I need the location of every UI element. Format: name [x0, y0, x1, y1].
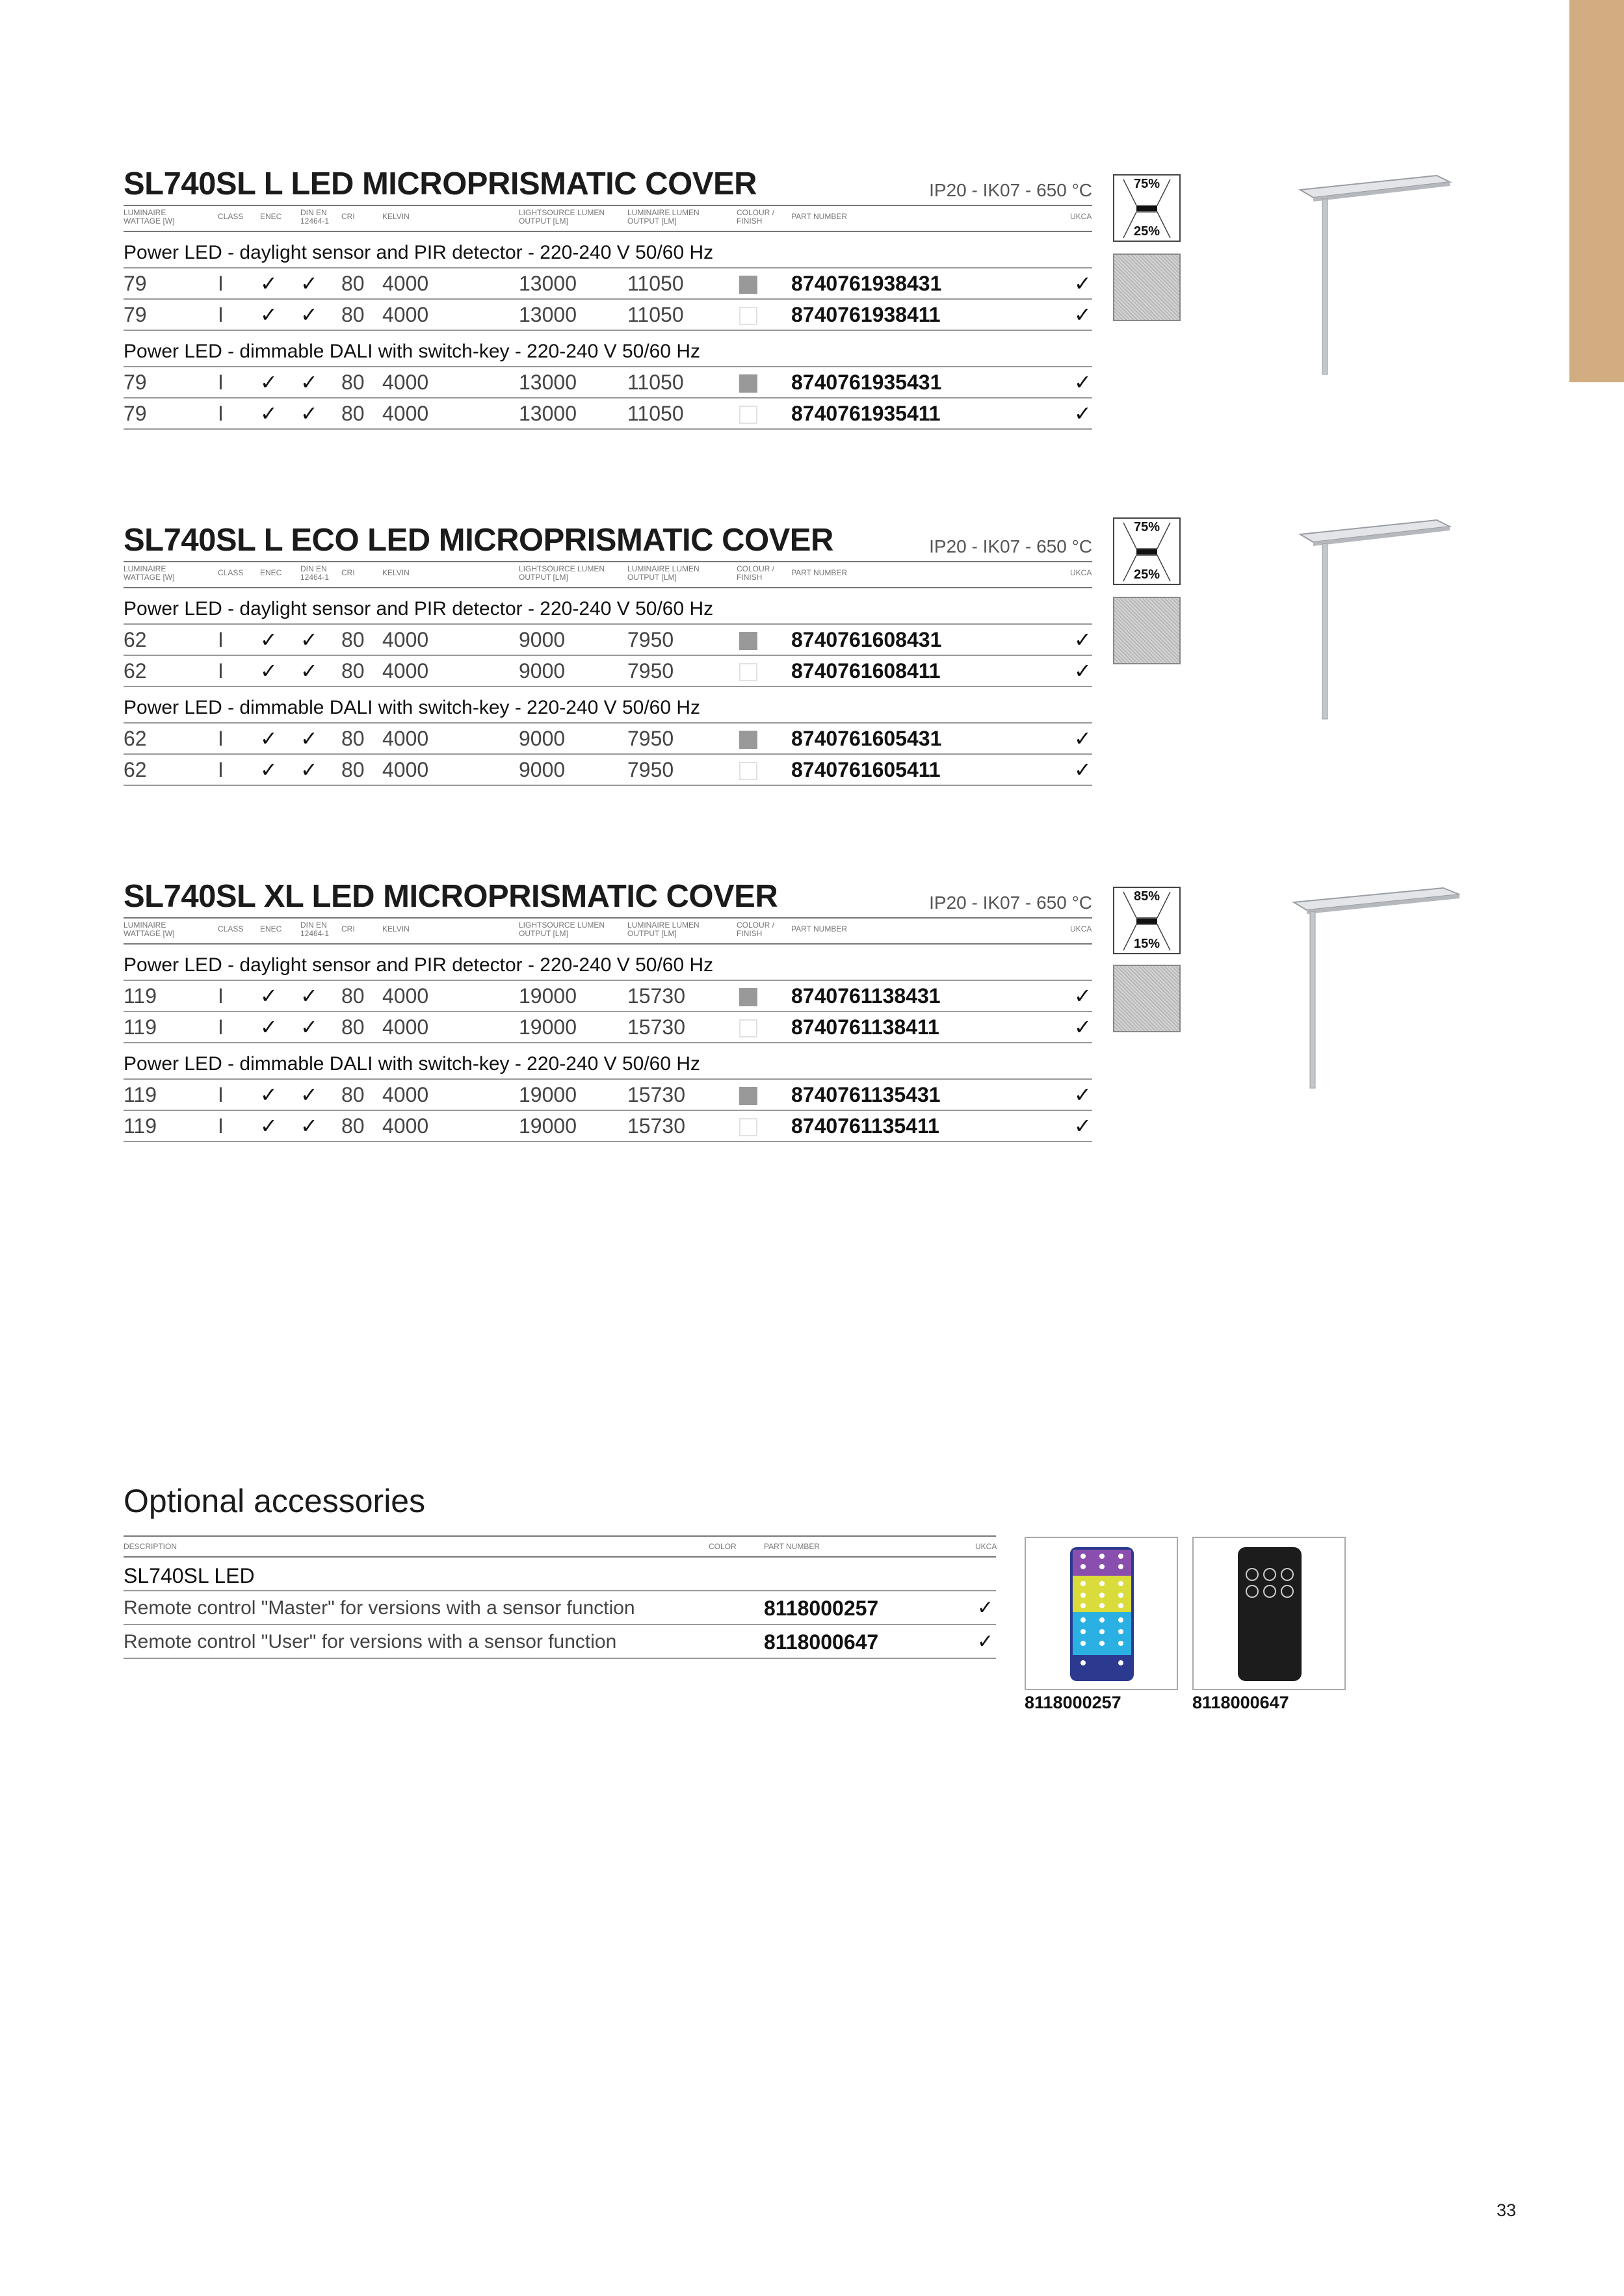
header-enec: ENEC — [260, 924, 282, 933]
cell-din: ✓ — [300, 758, 318, 781]
header-ls-lumen-unit: OUTPUT [LM] — [519, 573, 568, 582]
cell-wattage: 62 — [124, 659, 147, 683]
page-number: 33 — [1497, 2200, 1517, 2220]
cell-ls-lumen: 9000 — [519, 758, 566, 781]
cell-part-number: 8740761938411 — [791, 303, 941, 326]
cell-cri: 80 — [341, 628, 365, 651]
cell-ukca: ✓ — [1074, 984, 1092, 1008]
cell-din: ✓ — [300, 272, 318, 295]
product-section-1 — [124, 166, 1092, 430]
ip-rating: IP20 - IK07 - 650 °C — [929, 893, 1092, 913]
cell-cri: 80 — [341, 659, 365, 683]
header-ukca: UKCA — [1070, 568, 1092, 577]
uplight-percent: 85% — [1133, 889, 1160, 904]
cell-kelvin: 4000 — [382, 1015, 429, 1039]
cell-part-number: 8740761138431 — [791, 984, 941, 1008]
cell-wattage: 79 — [124, 402, 147, 425]
cell-lum-lumen: 11050 — [627, 303, 684, 326]
cell-kelvin: 4000 — [382, 272, 429, 295]
cell-kelvin: 4000 — [382, 1083, 429, 1106]
cell-ukca: ✓ — [1074, 1083, 1092, 1106]
group-label: Power LED - dimmable DALI with switch-key - 220-240 V 50/60 Hz — [124, 1050, 1092, 1080]
cell-enec: ✓ — [260, 984, 278, 1008]
header-ls-lumen-unit: OUTPUT [LM] — [519, 216, 568, 226]
accessory-row — [124, 1625, 996, 1659]
ip-rating: IP20 - IK07 - 650 °C — [929, 180, 1092, 200]
table-row — [124, 656, 1092, 687]
accessory-ukca: ✓ — [977, 1597, 994, 1619]
cell-din: ✓ — [300, 727, 318, 750]
cell-ls-lumen: 19000 — [519, 1083, 577, 1106]
header-ls-lumen: LIGHTSOURCE LUMEN — [519, 564, 605, 573]
cell-wattage: 119 — [124, 984, 157, 1008]
header-din-num: 12464-1 — [300, 573, 330, 582]
cell-din: ✓ — [300, 984, 318, 1008]
cell-kelvin: 4000 — [382, 727, 429, 750]
cell-part-number: 8740761135411 — [791, 1114, 939, 1138]
header-lum-lumen: LUMINAIRE LUMEN — [627, 920, 700, 930]
cell-lum-lumen: 11050 — [627, 272, 684, 295]
cell-ukca: ✓ — [1074, 659, 1092, 683]
header-enec: ENEC — [260, 212, 282, 221]
cell-cri: 80 — [341, 727, 365, 750]
finish-swatch-grey — [739, 632, 757, 650]
header-kelvin: KELVIN — [382, 212, 410, 221]
cell-lum-lumen: 7950 — [627, 628, 674, 651]
header-finish: COLOUR / — [737, 920, 775, 930]
cell-ls-lumen: 13000 — [519, 402, 577, 425]
finish-swatch-white — [739, 663, 757, 681]
cell-cri: 80 — [341, 1114, 365, 1138]
header-finish-2: FINISH — [737, 216, 763, 226]
finish-swatch-white — [739, 406, 757, 424]
cell-ls-lumen: 13000 — [519, 272, 577, 295]
cell-ls-lumen: 13000 — [519, 371, 577, 394]
remote-control-user-icon — [1194, 1538, 1344, 1689]
cell-din: ✓ — [300, 402, 318, 425]
cell-ls-lumen: 9000 — [519, 727, 566, 750]
table-row — [124, 1012, 1092, 1043]
header-description: DESCRIPTION — [124, 1542, 177, 1551]
light-distribution-icon — [1113, 174, 1181, 242]
cell-part-number: 8740761935431 — [791, 371, 942, 394]
cell-ls-lumen: 13000 — [519, 303, 577, 326]
header-enec: ENEC — [260, 568, 282, 577]
header-ukca: UKCA — [1070, 212, 1092, 221]
microprismatic-cover-swatch — [1113, 254, 1181, 321]
header-color: COLOR — [709, 1542, 737, 1551]
cell-lum-lumen: 11050 — [627, 371, 684, 394]
cell-ukca: ✓ — [1074, 628, 1092, 651]
cell-ukca: ✓ — [1074, 303, 1092, 326]
header-part-number: PART NUMBER — [791, 924, 848, 933]
cell-wattage: 62 — [124, 727, 147, 750]
header-lum-lumen-unit: OUTPUT [LM] — [627, 929, 677, 938]
cell-ls-lumen: 9000 — [519, 659, 566, 683]
header-finish-2: FINISH — [737, 573, 763, 582]
header-din-num: 12464-1 — [300, 216, 330, 226]
header-ls-lumen-unit: OUTPUT [LM] — [519, 929, 568, 938]
microprismatic-cover-swatch — [1113, 597, 1181, 664]
cell-enec: ✓ — [260, 402, 278, 425]
cell-enec: ✓ — [260, 727, 278, 750]
header-ukca: UKCA — [975, 1542, 997, 1551]
table-row — [124, 398, 1092, 430]
table-row — [124, 724, 1092, 755]
accessory-row — [124, 1591, 996, 1625]
cell-enec: ✓ — [260, 628, 278, 651]
cell-part-number: 8740761135431 — [791, 1083, 941, 1106]
header-cri: CRI — [341, 924, 355, 933]
table-row — [124, 300, 1092, 331]
section-title: SL740SL L LED MICROPRISMATIC COVER — [124, 166, 757, 202]
accessory-description: Remote control "User" for versions with a sensor function — [124, 1631, 617, 1652]
header-part-number: PART NUMBER — [764, 1542, 820, 1551]
header-din: DIN EN — [300, 208, 327, 217]
finish-swatch-white — [739, 307, 757, 325]
thumb-label-user: 8118000647 — [1192, 1693, 1289, 1712]
section-title: SL740SL L ECO LED MICROPRISMATIC COVER — [124, 523, 833, 558]
cell-kelvin: 4000 — [382, 984, 429, 1008]
cell-class: I — [218, 727, 224, 750]
cell-kelvin: 4000 — [382, 1114, 429, 1138]
table-header — [124, 561, 1092, 588]
cell-cri: 80 — [341, 1015, 365, 1039]
light-distribution-icon — [1113, 517, 1181, 585]
cell-ls-lumen: 9000 — [519, 628, 566, 651]
table-header — [124, 917, 1092, 945]
cell-class: I — [218, 628, 224, 651]
cell-kelvin: 4000 — [382, 758, 429, 781]
cell-part-number: 8740761935411 — [791, 402, 941, 425]
header-class: CLASS — [218, 924, 244, 933]
header-finish: COLOUR / — [737, 564, 775, 573]
remote-master-image — [1025, 1537, 1178, 1690]
header-kelvin: KELVIN — [382, 924, 410, 933]
cell-cri: 80 — [341, 984, 365, 1008]
header-wattage: LUMINAIRE — [124, 920, 166, 930]
header-class: CLASS — [218, 212, 244, 221]
floor-lamp-image — [1294, 515, 1463, 723]
cell-wattage: 119 — [124, 1083, 157, 1106]
remote-user-image — [1192, 1537, 1346, 1690]
cell-wattage: 79 — [124, 272, 147, 295]
cell-enec: ✓ — [260, 371, 278, 394]
cell-enec: ✓ — [260, 1114, 278, 1138]
table-row — [124, 981, 1092, 1012]
cell-part-number: 8740761138411 — [791, 1015, 939, 1039]
cell-class: I — [218, 1114, 224, 1138]
cell-lum-lumen: 15730 — [627, 1114, 685, 1138]
cell-cri: 80 — [341, 303, 365, 326]
finish-swatch-grey — [739, 731, 757, 749]
downlight-percent: 25% — [1133, 567, 1160, 582]
header-wattage: LUMINAIRE — [124, 564, 166, 573]
header-part-number: PART NUMBER — [791, 568, 848, 577]
cell-enec: ✓ — [260, 1015, 278, 1039]
cell-kelvin: 4000 — [382, 659, 429, 683]
table-row — [124, 367, 1092, 398]
header-cri: CRI — [341, 568, 355, 577]
table-row — [124, 1080, 1092, 1111]
cell-class: I — [218, 659, 224, 683]
cell-din: ✓ — [300, 371, 318, 394]
group-label: Power LED - daylight sensor and PIR detector - 220-240 V 50/60 Hz — [124, 951, 1092, 981]
header-wattage-unit: WATTAGE [W] — [124, 929, 175, 938]
cell-din: ✓ — [300, 1083, 318, 1106]
cell-ukca: ✓ — [1074, 1015, 1092, 1039]
cell-part-number: 8740761608431 — [791, 628, 942, 651]
finish-swatch-grey — [739, 276, 757, 294]
header-cri: CRI — [341, 212, 355, 221]
header-wattage-unit: WATTAGE [W] — [124, 216, 175, 226]
cell-cri: 80 — [341, 1083, 365, 1106]
table-row — [124, 755, 1092, 786]
cell-lum-lumen: 11050 — [627, 402, 684, 425]
finish-swatch-white — [739, 1019, 757, 1037]
cell-din: ✓ — [300, 1114, 318, 1138]
cell-lum-lumen: 7950 — [627, 758, 674, 781]
finish-swatch-white — [739, 762, 757, 780]
finish-swatch-grey — [739, 374, 757, 393]
cell-ukca: ✓ — [1074, 1114, 1092, 1138]
uplight-percent: 75% — [1133, 177, 1160, 191]
accessory-part-number: 8118000647 — [764, 1630, 879, 1654]
cell-part-number: 8740761605431 — [791, 727, 942, 750]
cell-ls-lumen: 19000 — [519, 984, 577, 1008]
header-ls-lumen: LIGHTSOURCE LUMEN — [519, 920, 605, 930]
product-section-2 — [124, 522, 1092, 786]
header-lum-lumen-unit: OUTPUT [LM] — [627, 216, 677, 226]
header-wattage-unit: WATTAGE [W] — [124, 573, 175, 582]
cell-enec: ✓ — [260, 659, 278, 683]
table-row — [124, 625, 1092, 656]
cell-cri: 80 — [341, 758, 365, 781]
remote-control-master-icon — [1026, 1538, 1177, 1689]
table-row — [124, 1111, 1092, 1142]
group-label: Power LED - daylight sensor and PIR detector - 220-240 V 50/60 Hz — [124, 595, 1092, 625]
cell-class: I — [218, 272, 224, 295]
cell-ukca: ✓ — [1074, 272, 1092, 295]
header-din: DIN EN — [300, 920, 327, 930]
cell-ls-lumen: 19000 — [519, 1015, 577, 1039]
cell-enec: ✓ — [260, 303, 278, 326]
ip-rating: IP20 - IK07 - 650 °C — [929, 536, 1092, 556]
cell-kelvin: 4000 — [382, 371, 429, 394]
cell-cri: 80 — [341, 272, 365, 295]
cell-din: ✓ — [300, 659, 318, 683]
cell-wattage: 62 — [124, 758, 147, 781]
light-distribution-icon — [1113, 887, 1181, 954]
finish-swatch-grey — [739, 988, 757, 1006]
header-finish: COLOUR / — [737, 208, 775, 217]
downlight-percent: 15% — [1133, 937, 1160, 951]
header-din-num: 12464-1 — [300, 929, 330, 938]
cell-enec: ✓ — [260, 758, 278, 781]
cell-kelvin: 4000 — [382, 303, 429, 326]
header-ls-lumen: LIGHTSOURCE LUMEN — [519, 208, 605, 217]
accessories-title: Optional accessories — [124, 1483, 426, 1519]
cell-din: ✓ — [300, 628, 318, 651]
cell-ukca: ✓ — [1074, 402, 1092, 425]
cell-lum-lumen: 7950 — [627, 659, 674, 683]
microprismatic-cover-swatch — [1113, 965, 1181, 1032]
header-din: DIN EN — [300, 564, 327, 573]
optional-accessories — [124, 1482, 996, 1659]
cell-kelvin: 4000 — [382, 628, 429, 651]
cell-class: I — [218, 371, 224, 394]
cell-enec: ✓ — [260, 272, 278, 295]
group-label: Power LED - daylight sensor and PIR detector - 220-240 V 50/60 Hz — [124, 239, 1092, 268]
cell-class: I — [218, 1083, 224, 1106]
accessories-subtitle: SL740SL LED — [124, 1558, 996, 1591]
cell-wattage: 119 — [124, 1015, 157, 1039]
accessory-description: Remote control "Master" for versions with a sensor function — [124, 1597, 635, 1619]
header-finish-2: FINISH — [737, 929, 763, 938]
finish-swatch-white — [739, 1118, 757, 1136]
cell-ukca: ✓ — [1074, 758, 1092, 781]
header-lum-lumen: LUMINAIRE LUMEN — [627, 564, 700, 573]
accessory-ukca: ✓ — [977, 1631, 994, 1652]
cell-din: ✓ — [300, 1015, 318, 1039]
cell-cri: 80 — [341, 371, 365, 394]
chapter-tab — [1569, 0, 1624, 382]
cell-class: I — [218, 984, 224, 1008]
cell-part-number: 8740761608411 — [791, 659, 941, 683]
header-lum-lumen-unit: OUTPUT [LM] — [627, 573, 677, 582]
cell-wattage: 119 — [124, 1114, 157, 1138]
cell-cri: 80 — [341, 402, 365, 425]
cell-lum-lumen: 7950 — [627, 727, 674, 750]
group-label: Power LED - dimmable DALI with switch-key - 220-240 V 50/60 Hz — [124, 337, 1092, 367]
group-label: Power LED - dimmable DALI with switch-key - 220-240 V 50/60 Hz — [124, 694, 1092, 724]
cell-kelvin: 4000 — [382, 402, 429, 425]
accessory-part-number: 8118000257 — [764, 1597, 879, 1620]
cell-ukca: ✓ — [1074, 727, 1092, 750]
header-lum-lumen: LUMINAIRE LUMEN — [627, 208, 700, 217]
cell-class: I — [218, 402, 224, 425]
downlight-percent: 25% — [1133, 224, 1160, 239]
section-title: SL740SL XL LED MICROPRISMATIC COVER — [124, 879, 778, 914]
cell-wattage: 62 — [124, 628, 147, 651]
cell-class: I — [218, 758, 224, 781]
table-row — [124, 268, 1092, 300]
cell-wattage: 79 — [124, 303, 147, 326]
header-kelvin: KELVIN — [382, 568, 410, 577]
cell-ls-lumen: 19000 — [519, 1114, 577, 1138]
cell-ukca: ✓ — [1074, 371, 1092, 394]
cell-class: I — [218, 303, 224, 326]
accessories-table-header — [124, 1535, 996, 1558]
cell-class: I — [218, 1015, 224, 1039]
uplight-percent: 75% — [1133, 520, 1160, 534]
floor-lamp-image — [1290, 883, 1466, 1091]
cell-lum-lumen: 15730 — [627, 1015, 685, 1039]
header-class: CLASS — [218, 568, 244, 577]
cell-lum-lumen: 15730 — [627, 1083, 685, 1106]
cell-wattage: 79 — [124, 371, 147, 394]
cell-part-number: 8740761605411 — [791, 758, 941, 781]
floor-lamp-image — [1294, 170, 1463, 378]
cell-lum-lumen: 15730 — [627, 984, 685, 1008]
table-header — [124, 205, 1092, 232]
cell-part-number: 8740761938431 — [791, 272, 942, 295]
header-ukca: UKCA — [1070, 924, 1092, 933]
cell-din: ✓ — [300, 303, 318, 326]
header-part-number: PART NUMBER — [791, 212, 848, 221]
finish-swatch-grey — [739, 1087, 757, 1105]
header-wattage: LUMINAIRE — [124, 208, 166, 217]
thumb-label-master: 8118000257 — [1025, 1693, 1121, 1712]
cell-enec: ✓ — [260, 1083, 278, 1106]
product-section-3 — [124, 878, 1092, 1142]
